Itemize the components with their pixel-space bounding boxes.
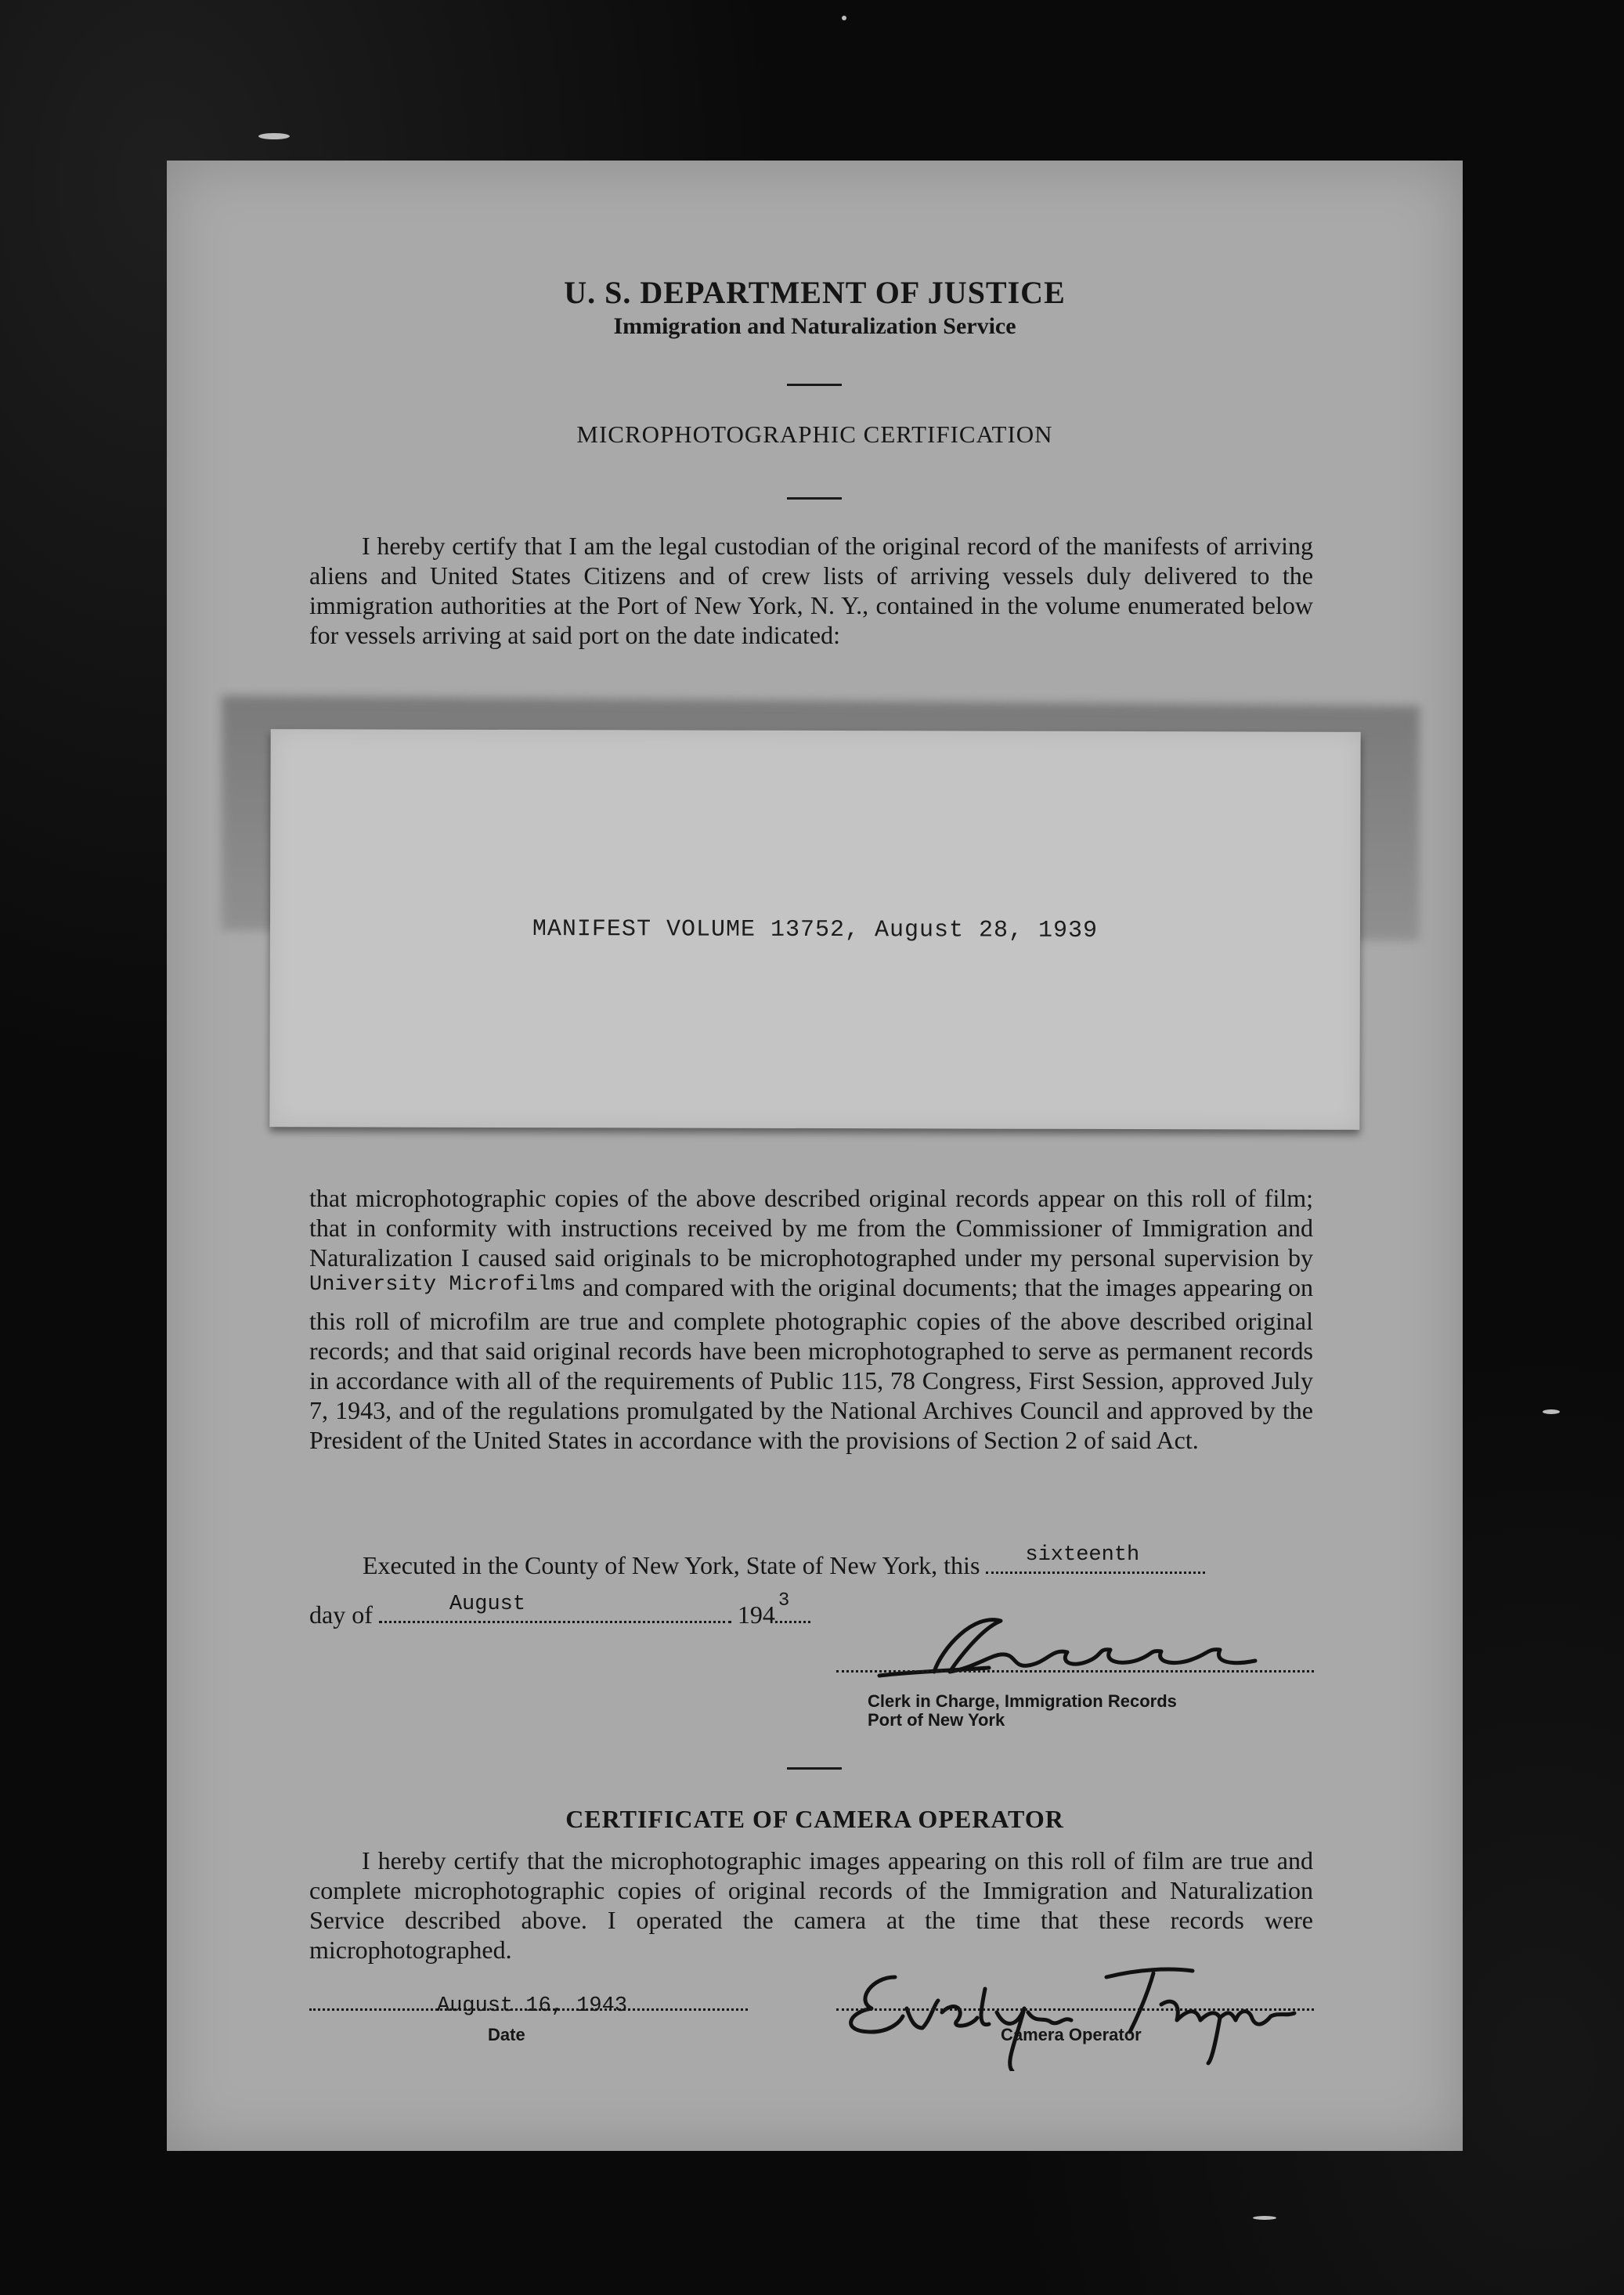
divider xyxy=(787,497,842,500)
operator-signature-line xyxy=(836,2002,1314,2011)
executed-day: sixteenth xyxy=(1025,1543,1140,1567)
clerk-signature-line xyxy=(836,1664,1314,1673)
custodian-statement: I hereby certify that I am the legal custodian of the original record of the manifests of arriving aliens and United States Citizens and of crew lists of arriving vessels duly delivered to the immigration authorities at the Port of New York, N. Y., contained in the volume enumerated below for vessels arriving at said port on the date indicated: xyxy=(309,532,1313,649)
year-fill-line xyxy=(775,1590,810,1623)
day-fill-line xyxy=(986,1543,1205,1574)
body-part-two: and compared with the original documents; that the images appearing on this roll of microfilm are true and complete photographic copies of the above described original records; and that said original records have been microphotographed to serve as permanent records in accordance with all of the requirements of Public 115, 78 Congress, First Session, approved July 7, 1943, and of the regulations promulgated by the National Archives Council and approved by the President of the United States in accordance with the provisions of Section 2 of said Act. xyxy=(309,1273,1314,1454)
film-speck xyxy=(1253,2216,1276,2220)
camera-operator-title: CERTIFICATE OF CAMERA OPERATOR xyxy=(565,1805,1064,1833)
day-of-line xyxy=(309,1590,810,1629)
date-label: Date xyxy=(488,2025,525,2044)
day-of-label: day of xyxy=(309,1600,373,1629)
executed-month: August xyxy=(449,1593,526,1616)
clerk-location: Port of New York xyxy=(868,1710,1005,1730)
manifest-slip xyxy=(269,729,1360,1130)
film-speck xyxy=(842,16,846,20)
certificate-page xyxy=(167,161,1463,2151)
certification-title: MICROPHOTOGRAPHIC CERTIFICATION xyxy=(576,420,1053,448)
film-speck xyxy=(1543,1409,1560,1414)
operator-signature xyxy=(825,1954,1310,2071)
operator-date: August 16, 1943 xyxy=(437,1994,628,2018)
camera-operator-statement: I hereby certify that the microphotographic images appearing on this roll of film are true and complete microphotographic copies of original records of the Immigration and Naturalization Service described above. I operated the camera at the time that these records were microphotographed. xyxy=(309,1846,1313,1964)
month-fill-line xyxy=(379,1593,731,1623)
film-speck xyxy=(258,133,290,139)
year-prefix: 194 xyxy=(737,1600,775,1629)
year-suffix: 3 xyxy=(778,1590,790,1611)
supervisor-name: University Microfilms xyxy=(309,1273,576,1297)
camera-operator-label: Camera Operator xyxy=(1001,2025,1142,2044)
clerk-signature xyxy=(864,1593,1318,1695)
department-heading: U. S. DEPARTMENT OF JUSTICE xyxy=(564,275,1066,310)
divider xyxy=(787,1767,842,1770)
certification-body xyxy=(309,1183,1313,1455)
body-part-one: that microphotographic copies of the above described original records appear on this roll of film; that in conformity with instructions received by me from the Commissioner of Immigration and Naturalization I caused said originals to be microphotographed under my personal supervision by xyxy=(309,1184,1313,1272)
executed-line xyxy=(363,1543,1205,1580)
clerk-title: Clerk in Charge, Immigration Records xyxy=(868,1691,1177,1711)
service-subheading: Immigration and Naturalization Service xyxy=(613,313,1016,339)
executed-prefix: Executed in the County of New York, State of New York, this xyxy=(363,1551,980,1579)
divider xyxy=(787,384,842,386)
manifest-volume-text: MANIFEST VOLUME 13752, August 28, 1939 xyxy=(532,916,1099,944)
